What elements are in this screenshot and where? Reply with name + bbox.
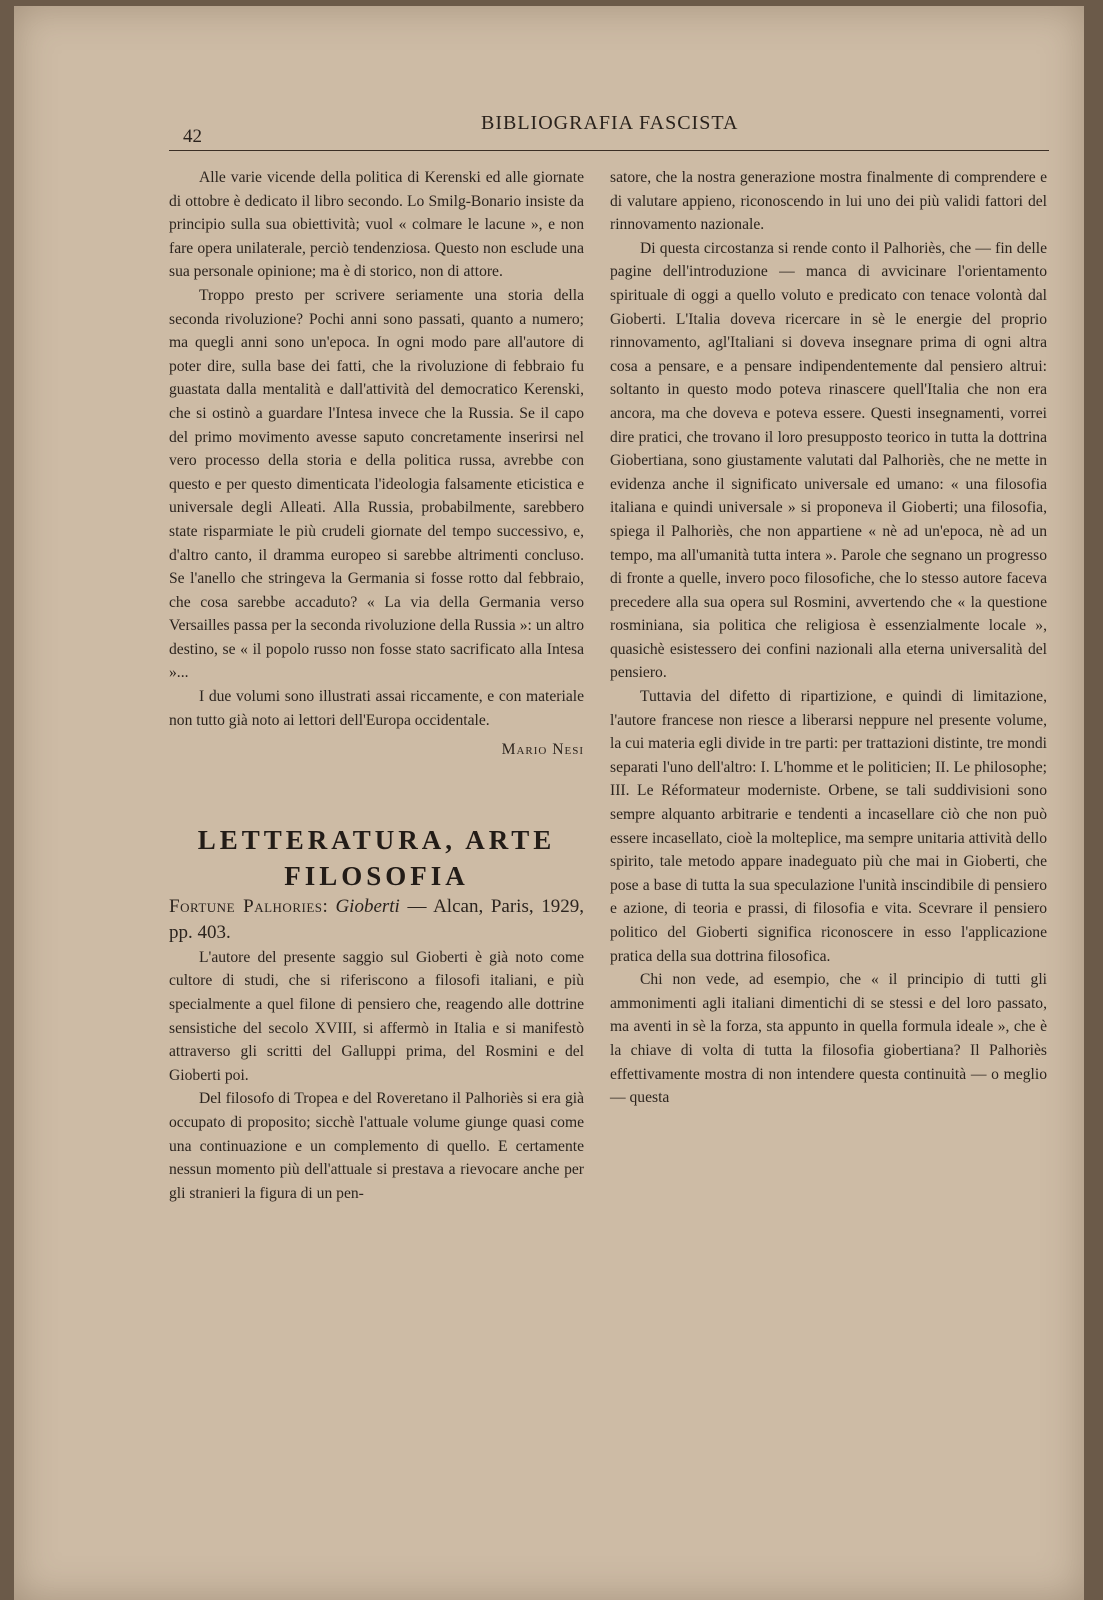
running-title: BIBLIOGRAFIA FASCISTA [481,112,739,134]
paragraph: L'autore del presente saggio sul Gioberti è già noto come cultore di studi, che si riferiscono a filosofi italiani, e più specialmente a quel filone di pensiero che, reagendo alle dottrine sensistiche del secolo XVIII, si affermò in Italia e si manifestò attraverso gli scritti del Galluppi prima, del Rosmini e del Gioberti poi. [169,948,584,1084]
paragraph: I due volumi sono illustrati assai riccamente, e con materiale non tutto già noto ai lettori dell'Europa occidentale. [169,688,584,729]
journal-page [14,6,1084,1600]
paragraph: Troppo presto per scrivere seriamente una storia della seconda rivoluzione? Pochi anni sono passati, quanto a numero; ma quegli anni sono un'epoca. In ogni modo pare all'autore di poter dire, sulla base dei fatti, che la rivoluzione di febbraio fu guastata dalla mentalità e dall'attività del democratico Kerenski, che si ostinò a guardare l'Intesa invece che la Russia. Se il capo del primo movimento avesse saputo concretamente inserirsi nel vero processo della storia e della politica russa, avrebbe con questo e per questo dimenticata l'ideologia falsamente eticistica e universale degli Alleati. Alla Russia, probabilmente, sarebbero state risparmiate le più crudeli giornate del tempo successivo, e, d'altro canto, il dramma europeo si sarebbe altrimenti concluso. Se l'anello che stringeva la Germania si fosse rotto dal febbraio, che cosa sarebbe accaduto? « La via della Germania verso Versailles passa per la seconda rivoluzione della Russia »: un altro destino, se « il popolo russo non fosse stato sacrificato alla Intesa »... [169,286,584,682]
right-column [610,166,1047,1110]
page-number: 42 [183,126,202,147]
paragraph: satore, che la nostra generazione mostra finalmente di comprendere e di valutare appieno, riconoscendo in lui uno dei più validi fattori del rinnovamento nazionale. [610,169,1047,234]
author-signature: Mario Nesi [501,741,584,759]
paragraph: Tuttavia del difetto di ripartizione, e quindi di limitazione, l'autore francese non riesce a liberarsi neppure nel presente volume, la cui materia egli divide in tre parti: per trattazioni distinte, tre mondi separati l'uno dell'altro: I. L'homme et le politicien; II. Le philosophe; III. Le Réformateur moderniste. Orbene, se tali suddivisioni sono sempre alquanto arbitrarie e tendenti a incasellare ciò che non può essere incasellato, cioè la molteplice, ma sempre unitaria attività dello spirito, tale metodo appare inadeguato più che mai in Gioberti, che pose a base di tutta la sua speculazione l'unità inscindibile di pensiero e azione, di teoria e prassi, di filosofia e vita. Scevrare il pensiero politico del Gioberti significa riconoscere in esso l'applicazione pratica della sua dottrina filosofica. [610,688,1047,965]
section-title [169,822,584,894]
page-header [169,104,1049,151]
review-author: Fortune Palhories [169,895,323,917]
left-column [169,166,584,1205]
paragraph: Alle varie vicende della politica di Kerenski ed alle giornate di ottobre è dedicato il libro secondo. Lo Smilg-Bonario insiste da principio sulla sua obiettività; vuol « colmare le lacune », e non fare opera unilaterale, perciò tendenziosa. Questo non esclude una sua personale opinione; ma è di storico, non di attore. [169,169,584,281]
review-publication-details: — Alcan, Paris, 1929, pp. 403. [169,895,584,943]
paragraph: Di questa circostanza si rende conto il Palhoriès, che — fin delle pagine dell'introduzione — manca di avvicinare l'orientamento spirituale di oggi a quello voluto e predicato con tenace volontà dal Gioberti. L'Italia doveva ricercare in sè le energie del proprio rinnovamento, agl'Italiani si doveva insegnare prima di ogni altra cosa a pensare, e a pensare indipendentemente dal pensiero altrui: soltanto in questo modo poteva rinascere quell'Italia che non era ancora, ma che doveva e poteva essere. Questi insegnamenti, vorrei dire pratici, che trovano il loro presupposto teorico in tutta la dottrina Giobertiana, sono giustamente valutati dal Palhoriès, che ne mette in evidenza anche il significato universale ed umano: « una filosofia italiana e quindi universale » si proponeva il Gioberti; una filosofia, spiega il Palhoriès, che non appartiene « nè ad un'epoca, nè ad un tempo, ma all'umanità tutta intera ». Parole che segnano un progresso di fronte a quelle, invero poco filosofiche, che lo stesso autore faceva precedere alla sua opera sul Rosmini, avvertendo che « la questione rosminiana, sia politica che religiosa è essenzialmente locale », quasichè esistessero dei confini nazionali alla eterna universalità del pensiero. [610,239,1047,682]
section-title-line: FILOSOFIA [284,860,469,891]
review-book-title: Gioberti [335,895,400,917]
review-heading [169,894,584,946]
paragraph: Chi non vede, ad esempio, che « il principio di tutti gli ammonimenti agli italiani dimentichi di se stessi e del loro passato, ma aventi in sè la forza, sta appunto in quella formula ideale », che è la chiave di volta di tutta la filosofia giobertiana? Il Palhoriès effettivamente mostra di non intendere questa continuità — o meglio — questa [610,971,1047,1107]
paragraph: Del filosofo di Tropea e del Roveretano il Palhoriès si era già occupato di proposito; sicchè l'attuale volume giunge quasi come una continuazione e un complemento di quello. E certamente nessun momento più dell'attuale si prestava a rievocare anche per gli stranieri la figura di un pen- [169,1090,584,1202]
review-colon: : [322,895,336,917]
section-title-line: LETTERATURA, ARTE [197,824,556,855]
